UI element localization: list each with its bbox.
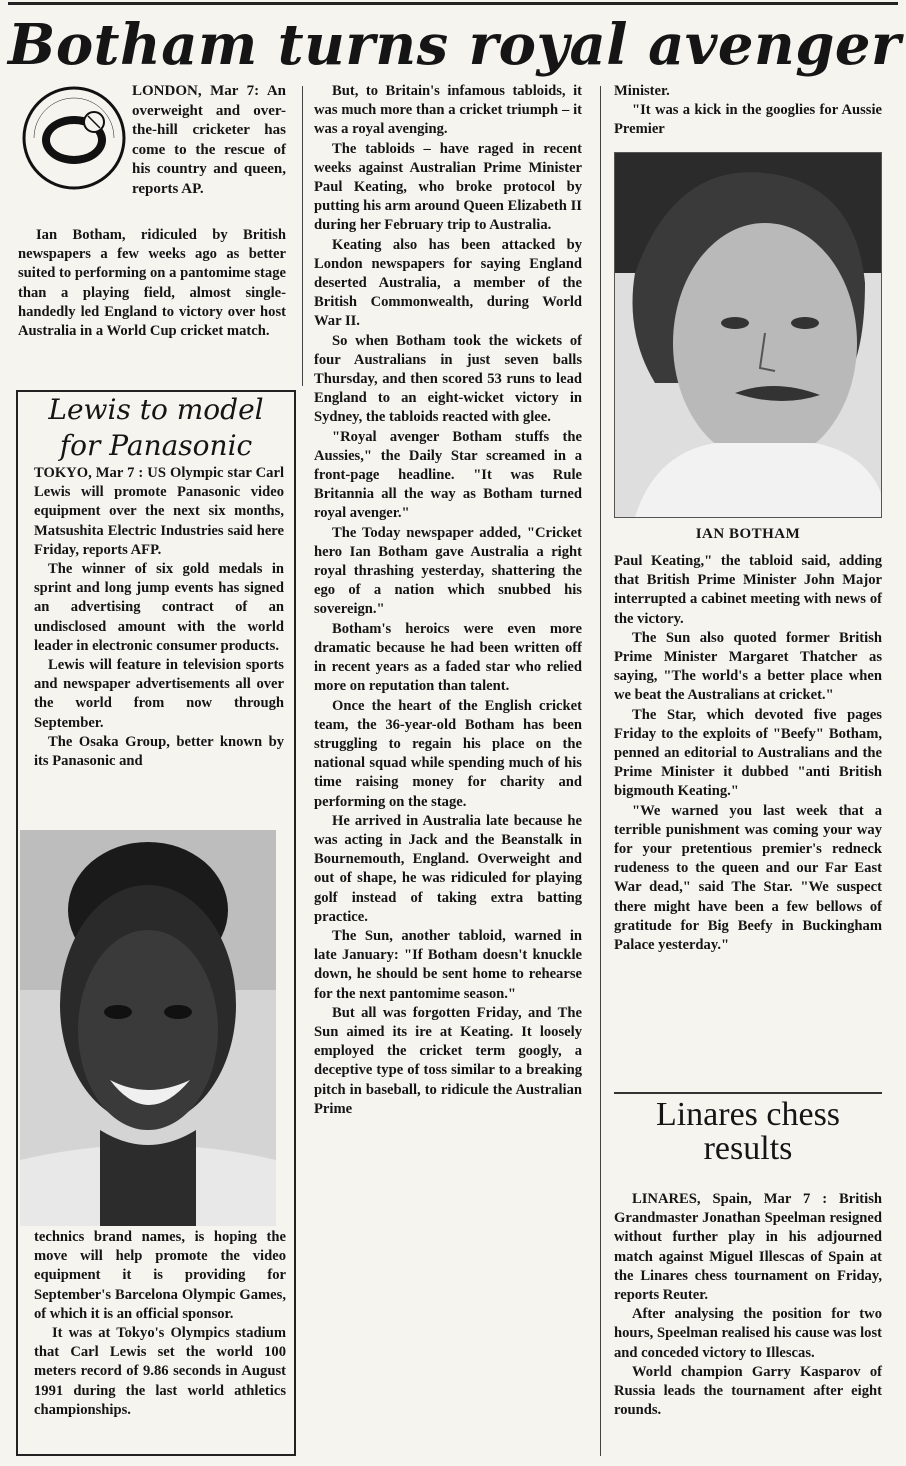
world-cup-logo-icon xyxy=(18,82,130,194)
paragraph: He arrived in Australia late because he was acting in Jack and the Beanstalk in Bournemouth, England. Overweight and out of shape, he was ridiculed for playing golf instead of taking extra batting practice. xyxy=(314,812,582,925)
paragraph: Once the heart of the English cricket team, the 36-year-old Botham has been struggling to regain his place on the national squad while spending much of his time raising money for charity and performing on the stage. xyxy=(314,697,582,810)
column-3-bottom: Paul Keating," the tabloid said, adding that British Prime Minister John Major interrupted a cabinet meeting with news of the victory. The Sun also quoted former British Prime Minister Margaret Thatcher as saying, "The world's a better place when we beat the Australians at cricket." The Star, which devoted five pages Friday to the exploits of "Beefy" Botham, penned an editorial to Australians and the Prime Minister it dubbed "anti British bigmouth Keating." "We warned you last week that a terrible punishment was coming your way for your pretentious premier's redneck rudeness to the queen and our Far East War dead," said The Star. "We suspect there might have been a few bellows of gratitude for Big Beefy in Buckingham Palace yesterday." xyxy=(614,553,882,954)
chess-story: LINARES, Spain, Mar 7 : British Grandmaster Jonathan Speelman resigned without further play in his adjourned match against Miguel Illescas of Spain at the Linares chess tournament on Friday, reports Reuter. After analysing the position for two hours, Speelman realised his cause was lost and conceded victory to Illescas. World champion Garry Kasparov of Russia leads the tournament after eight rounds. xyxy=(614,1191,882,1419)
chess-divider xyxy=(614,1092,882,1094)
chess-headline: Linares chess results xyxy=(655,1096,841,1167)
sidebar-body: TOKYO, Mar 7 : US Olympic star Carl Lewis will promote Panasonic video equipment over the next six months, Matsushita Electric Industries said here Friday, reports AFP. The winner of six gold medals in sprint and long jump events has signed an advertising contract of an undisclosed amount with the world leader in electronic consumer products. Lewis will feature in television sports and newspaper advertisements all over the world from now through September. The Osaka Group, better known by its Panasonic and xyxy=(34,465,284,770)
column-1 xyxy=(18,226,286,341)
sidebar-body-continued: technics brand names, is hoping the move will help promote the video equipment it is providing for September's Barcelona Olympic Games, of which it is an official sponsor. It was at Tokyo's Olympics stadium that Carl Lewis set the world 100 meters record of 9.86 seconds in August 1991 during the last world athletics championships. xyxy=(34,1229,286,1418)
paragraph: Keating also has been attacked by London newspapers for saying England deserted Australia, a member of the British Commonwealth, during World War II. xyxy=(314,236,582,330)
column-rule xyxy=(302,86,303,386)
paragraph: But all was forgotten Friday, and The Sun aimed its ire at Keating. It loosely employed the cricket term googly, a deceptive type of toss similar to a breaking pitch in baseball, to ridicule the Australian Prime xyxy=(314,1004,582,1117)
paragraph: The tabloids – have raged in recent weeks against Australian Prime Minister Paul Keating, who broke protocol by putting his arm around Queen Elizabeth II during her February trip to Australia. xyxy=(314,140,582,234)
paragraph: Ian Botham, ridiculed by British newspapers a few weeks ago as better suited to performing on a pantomime stage than a playing field, almost single-handedly led England to victory over host Australia in a World Cup cricket match. xyxy=(18,227,286,340)
paragraph: "Royal avenger Botham stuffs the Aussies," the Daily Star screamed in a front-page headline. "It was Rule Britannia all the way as Botham turned royal avenger." xyxy=(314,428,582,522)
sidebar-headline-line-1: Lewis to model xyxy=(48,393,264,426)
paragraph: The Sun, another tabloid, warned in late January: "If Botham doesn't knuckle down, he should be sent home to rehearse for the next pantomime season." xyxy=(314,927,582,1002)
column-2 xyxy=(314,82,582,1458)
carl-lewis-photo xyxy=(20,830,276,1226)
headline: Botham turns royal avenger xyxy=(8,2,898,85)
paragraph: But, to Britain's infamous tabloids, it was much more than a cricket triumph – it was a royal avenging. xyxy=(314,83,582,138)
column-3-top: Minister. "It was a kick in the googlies for Aussie Premier xyxy=(614,83,882,138)
column-rule xyxy=(600,86,601,1456)
paragraph: So when Botham took the wickets of four Australians in just seven balls Thursday, and then scored 53 runs to lead England to an eight-wicket victory in Sydney, the tabloids reacted with glee. xyxy=(314,332,582,426)
paragraph: The Today newspaper added, "Cricket hero Ian Botham gave Australia a right royal thrashing yesterday, shattering the ego of a nation which snubbed his sovereign." xyxy=(314,524,582,618)
lead-paragraph: LONDON, Mar 7: An overweight and over-the-hill cricketer has come to the rescue of his country and queen, reports AP. xyxy=(132,83,286,197)
paragraph: Botham's heroics were even more dramatic because he had been written off in recent years as a faded star who relied more on reputation than talent. xyxy=(314,620,582,695)
photo-caption: IAN BOTHAM xyxy=(695,526,801,542)
ian-botham-photo xyxy=(614,152,882,518)
sidebar-headline-line-2: for Panasonic xyxy=(59,429,253,462)
